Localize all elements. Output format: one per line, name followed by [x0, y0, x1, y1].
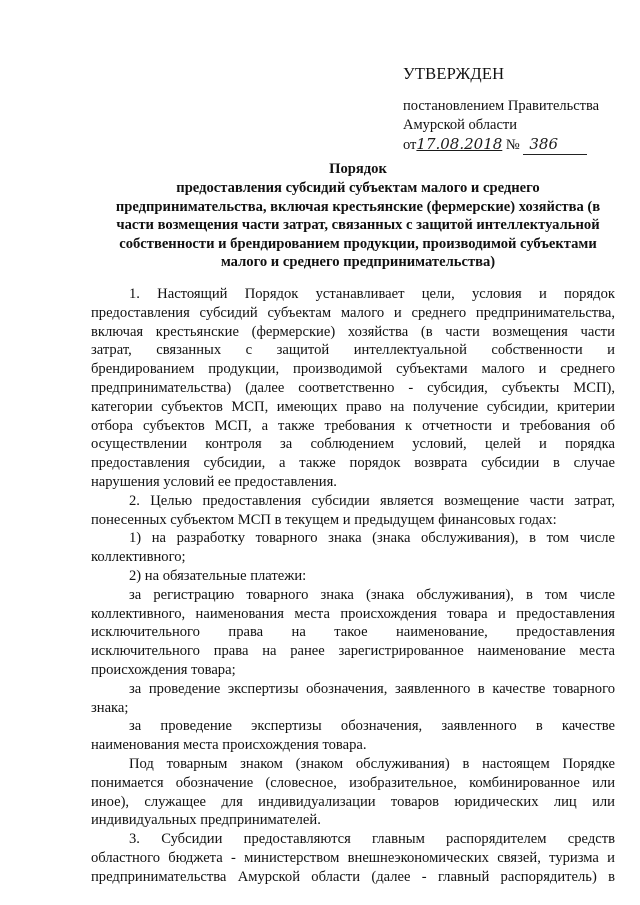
body-line: 2) на обязательные платежи: — [129, 567, 307, 584]
body-line: включая крестьянские (фермерские) хозяйства (в части возмещения части — [91, 323, 615, 340]
body-line: брендированием продукции, производимой субъектами малого и среднего — [91, 361, 615, 378]
body-line: коллективного; — [91, 549, 186, 566]
title-heading: Порядок — [329, 161, 387, 177]
body-line: 1. Настоящий Порядок устанавливает цели, условия и порядок — [129, 286, 615, 302]
approval-date-line — [403, 135, 623, 155]
document-title — [92, 160, 624, 271]
body-line: исключительного права на ранее зарегистрированное наименование места — [91, 643, 615, 660]
body-line: затрат, связанных с защитой интеллектуальной собственности и — [91, 342, 615, 359]
body-line: знака; — [91, 699, 129, 716]
approval-from-label: от — [403, 137, 417, 153]
body-line: отбора субъектов МСП, а также требования к отчетности и требования об — [91, 417, 615, 434]
body-line: понесенных субъектом МСП в текущем и предыдущем финансовых годах: — [91, 511, 557, 528]
title-line: малого и среднего предпринимательства) — [220, 254, 496, 271]
body-line: индивидуальных предпринимателей. — [91, 812, 321, 829]
approval-line-1: постановлением Правительства — [403, 98, 600, 114]
body-line: осуществлении контроля за соблюдением условий, целей и порядка — [91, 436, 615, 453]
approval-line-2: Амурской области — [403, 117, 517, 133]
body-line: предпринимательства) (далее соответственно - субсидия, субъекты МСП), — [91, 379, 615, 396]
body-line: исключительного права на такое наименование, предоставления — [91, 624, 615, 641]
body-line: иное), служащее для индивидуализации товаров юридических лиц или — [91, 793, 615, 810]
body-line: наименования места происхождения товара. — [91, 737, 367, 754]
body-line: понимается обозначение (словесное, изобразительное, комбинированное или — [91, 774, 615, 791]
body-line: за проведение экспертизы обозначения, заявленного в качестве — [129, 718, 615, 735]
handwritten-number: 386 — [523, 135, 587, 155]
body-line: 3. Субсидии предоставляются главным распорядителем средств — [129, 831, 615, 848]
body-line: 1) на разработку товарного знака (знака обслуживания), в том числе — [129, 530, 615, 547]
handwritten-date: 17.08.2018 — [416, 135, 503, 153]
body-line: за регистрацию товарного знака (знака обслуживания), в том числе — [129, 586, 615, 603]
body-line: областного бюджета - министерством внешнеэкономических связей, туризма и — [91, 849, 615, 866]
title-line: предпринимательства, включая крестьянские (фермерские) хозяйства (в — [115, 198, 601, 215]
body-line: нарушения условий ее предоставления. — [91, 473, 337, 490]
body-line: за проведение экспертизы обозначения, заявленного в качестве товарного — [129, 680, 615, 697]
body-line: происхождения товара; — [91, 661, 236, 678]
document-body — [91, 285, 615, 887]
approval-stamp: УТВЕРЖДЕН — [403, 64, 505, 83]
body-line: Под товарным знаком (знаком обслуживания) в настоящем Порядке — [129, 755, 615, 772]
title-line: части возмещения части затрат, связанных с защитой интеллектуальной — [116, 217, 600, 234]
number-sign: № — [505, 137, 520, 153]
body-line: 2. Целью предоставления субсидии является возмещение части затрат, — [129, 492, 615, 509]
body-line: предпринимательства Амурской области (далее - главный распорядитель) в — [91, 868, 615, 885]
title-line: собственности и брендированием продукции, производимой субъектами — [119, 235, 597, 252]
body-line: категории субъектов МСП, имеющих право на получение субсидии, критерии — [91, 398, 615, 415]
title-line: предоставления субсидий субъектам малого и среднего — [176, 180, 540, 197]
body-line: предоставления субсидий субъектам малого и среднего предпринимательства, — [91, 304, 615, 321]
body-line: коллективного, наименования места происхождения товара и предоставления — [91, 605, 615, 622]
body-line: предоставления субсидии, а также порядок возврата субсидии в случае — [91, 455, 615, 472]
approval-block — [403, 64, 623, 155]
